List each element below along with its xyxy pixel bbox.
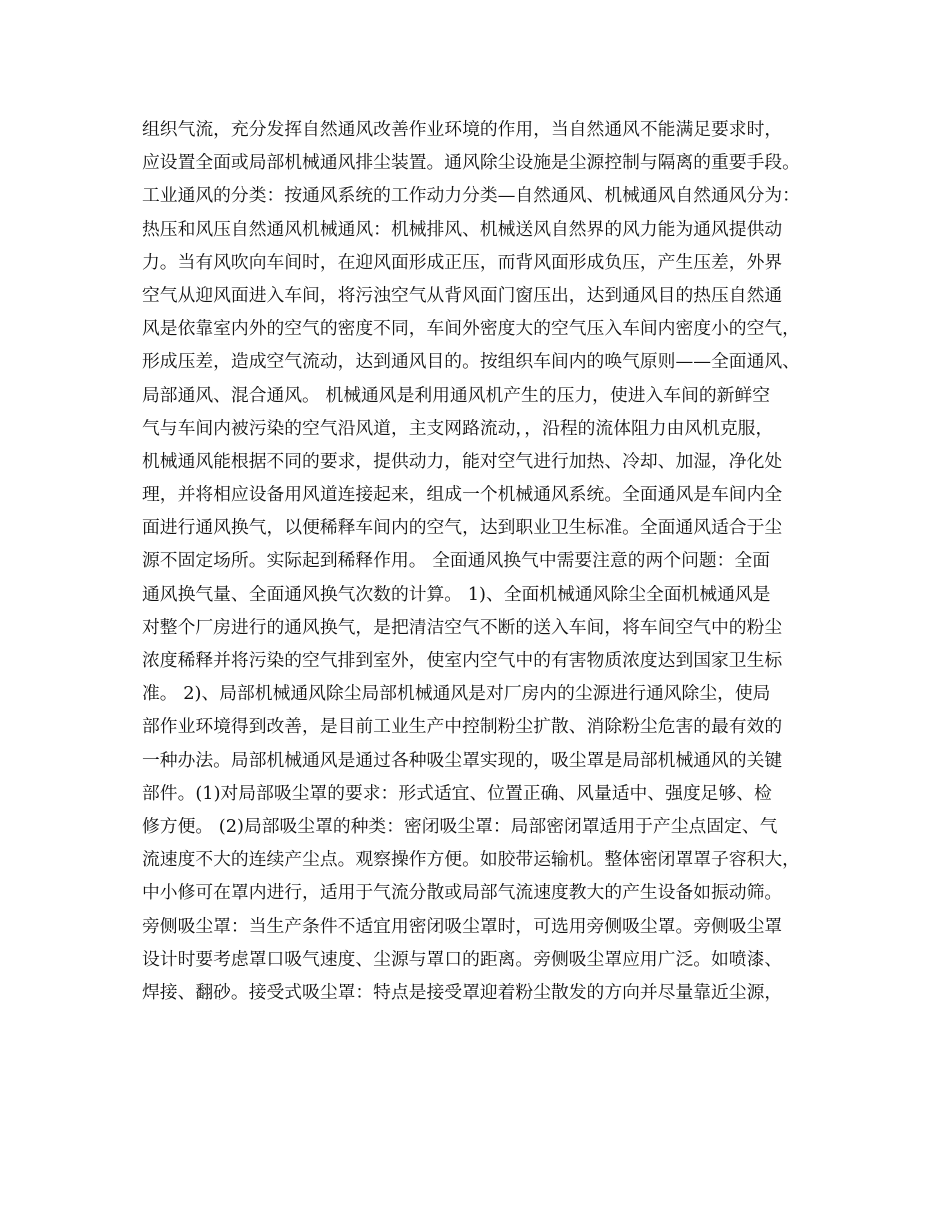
text-line: 热压和风压自然通风机械通风：机械排风、机械送风自然界的风力能为通风提供动 [142,218,783,240]
text-line: 风是依靠室内外的空气的密度不同，车间外密度大的空气压入车间内密度小的空气， [142,318,800,340]
text-line: 流速度不大的连续产尘点。观察操作方便。如胶带运输机。整体密闭罩罩子容积大， [142,849,800,871]
body-text [142,113,832,1009]
text-line: 部作业环境得到改善，是目前工业生产中控制粉尘扩散、消除粉尘危害的最有效的 [142,716,783,738]
text-line: 部件。(1)对局部吸尘罩的要求：形式适宜、位置正确、风量适中、强度足够、检 [142,782,772,804]
text-line: 设计时要考虑罩口吸气速度、尘源与罩口的距离。旁侧吸尘罩应用广泛。如喷漆、 [142,948,783,970]
text-line: 理，并将相应设备用风道连接起来，组成一个机械通风系统。全面通风是车间内全 [142,484,783,506]
text-line: 形成压差，造成空气流动，达到通风目的。按组织车间内的唤气原则——全面通风、 [142,351,800,373]
text-line: 空气从迎风面进入车间，将污浊空气从背风面门窗压出，达到通风目的热压自然通 [142,284,783,306]
text-line: 工业通风的分类：按通风系统的工作动力分类—自然通风、机械通风自然通风分为： [142,185,800,207]
text-line: 组织气流，充分发挥自然通风改善作业环境的作用，当自然通风不能满足要求时， [142,119,783,140]
text-line: 机械通风能根据不同的要求，提供动力，能对空气进行加热、冷却、加湿，净化处 [142,450,783,472]
text-line: 局部通风、混合通风。 机械通风是利用通风机产生的压力，使进入车间的新鲜空 [142,384,770,406]
text-line: 焊接、翻砂。接受式吸尘罩：特点是接受罩迎着粉尘散发的方向并尽量靠近尘源， [142,981,783,1003]
text-line: 一种办法。局部机械通风是通过各种吸尘罩实现的，吸尘罩是局部机械通风的关键 [142,749,783,771]
text-line: 应设置全面或局部机械通风排尘装置。通风除尘设施是尘源控制与隔离的重要手段。 [142,152,800,174]
text-line: 源不固定场所。实际起到稀释作用。 全面通风换气中需要注意的两个问题：全面 [142,550,770,572]
text-line: 面进行通风换气，以便稀释车间内的空气，达到职业卫生标准。全面通风适合于尘 [142,517,783,539]
text-line: 气与车间内被污染的空气沿风道，主支网路流动，，沿程的流体阻力由风机克服， [142,417,774,439]
text-line: 通风换气量、全面通风换气次数的计算。 1)、全面机械通风除尘全面机械通风是 [142,583,771,605]
text-line: 力。当有风吹向车间时，在迎风面形成正压，而背风面形成负压，产生压差，外界 [142,251,783,273]
text-line: 中小修可在罩内进行，适用于气流分散或局部气流速度教大的产生设备如振动筛。 [142,882,783,904]
text-line: 准。 2)、局部机械通风除尘局部机械通风是对厂房内的尘源进行通风除尘，使局 [142,683,771,705]
text-line: 修方便。 (2)局部吸尘罩的种类：密闭吸尘罩：局部密闭罩适用于产尘点固定、气 [142,815,778,837]
text-line: 对整个厂房进行的通风换气，是把清洁空气不断的送入车间，将车间空气中的粉尘 [142,616,783,638]
text-line: 浓度稀释并将污染的空气排到室外，使室内空气中的有害物质浓度达到国家卫生标 [142,650,783,671]
text-line: 旁侧吸尘罩：当生产条件不适宜用密闭吸尘罩时，可选用旁侧吸尘罩。旁侧吸尘罩 [142,915,783,937]
